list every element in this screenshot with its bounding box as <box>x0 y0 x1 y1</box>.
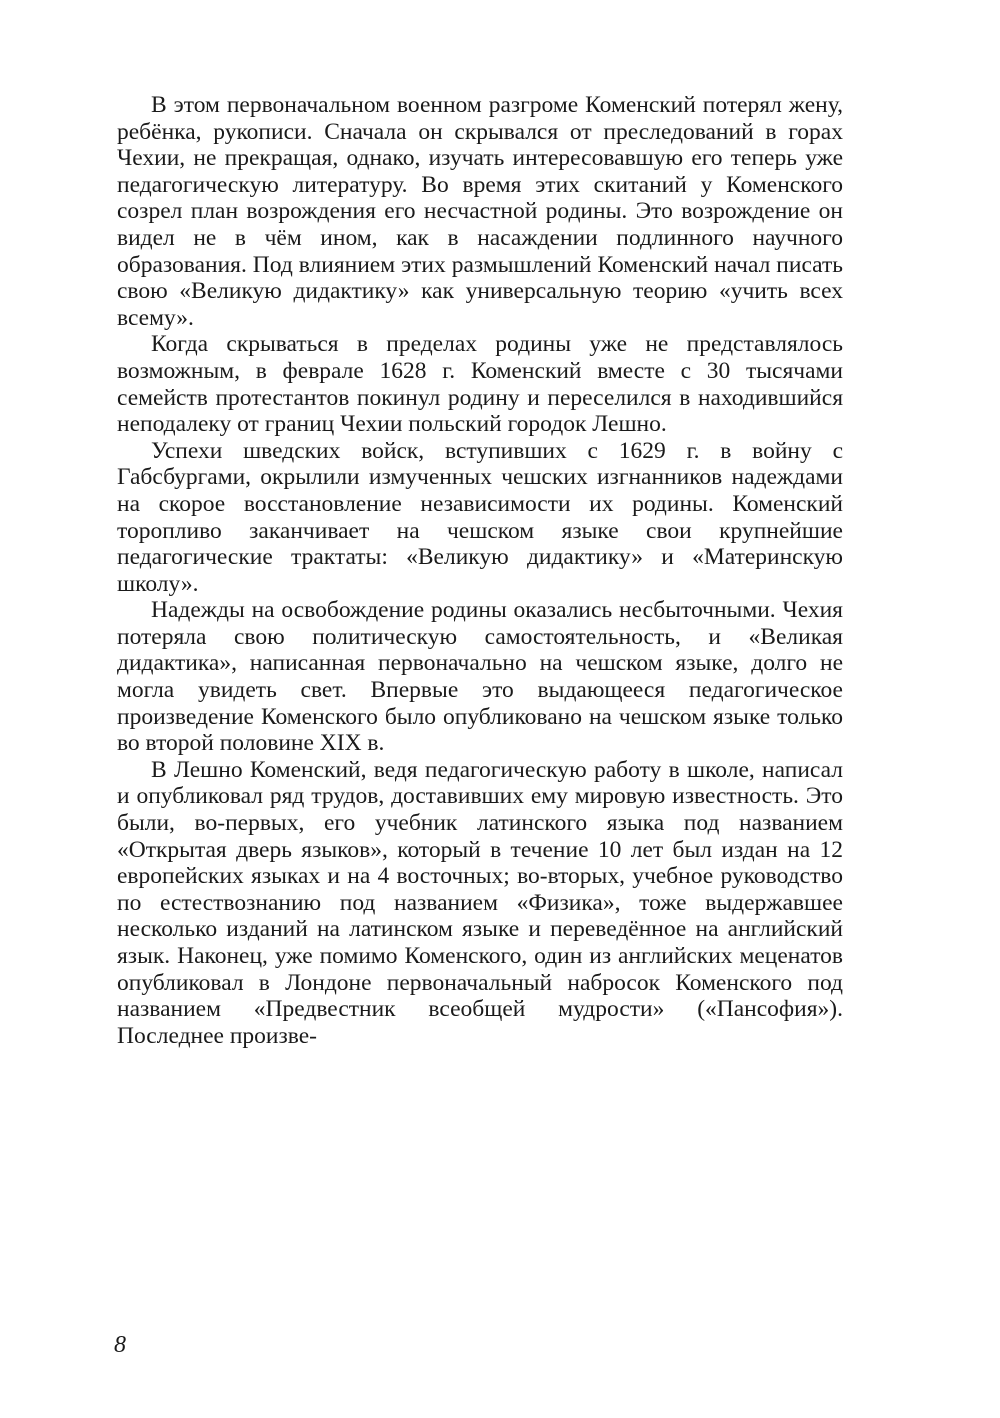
page-number: 8 <box>114 1332 126 1358</box>
paragraph: Успехи шведских войск, вступивших с 1629 г. в войну с Габсбургами, окрылили измученных чешских изгнанников надеждами на скорое восстановление независимости их родины. Коменский торопливо заканчивает на чешском языке свои крупнейшие педагогические трактаты: «Великую дидактику» и «Материнскую школу». <box>117 437 843 597</box>
paragraph: Надежды на освобождение родины оказались несбыточными. Чехия потеряла свою политическую самостоятельность, и «Великая дидактика», написанная первоначально на чешском языке, долго не могла увидеть свет. Впервые это выдающееся педагогическое произведение Коменского было опубликовано на чешском языке только во второй половине XIX в. <box>117 597 843 757</box>
paragraph: Когда скрываться в пределах родины уже не представлялось возможным, в феврале 1628 г. Коменский вместе с 30 тысячами семейств протестантов покинул родину и переселился в находившийся неподалеку от границ Чехии польский городок Лешно. <box>117 331 843 438</box>
body-text <box>117 92 843 1049</box>
paragraph: В Лешно Коменский, ведя педагогическую работу в школе, написал и опубликовал ряд трудов, доставивших ему мировую известность. Это были, во-первых, его учебник латинского языка под названием «Открытая дверь языков», который в течение 10 лет был издан на 12 европейских языках и на 4 восточных; во-вторых, учебное руководство по естествознанию под названием «Физика», тоже выдержавшее несколько изданий на латинском языке и переведённое на английский язык. Наконец, уже помимо Коменского, один из английских меценатов опубликовал в Лондоне первоначальный набросок Коменского под названием «Предвестник всеобщей мудрости» («Пансофия»). Последнее произве- <box>117 756 843 1049</box>
paragraph: В этом первоначальном военном разгроме Коменский потерял жену, ребёнка, рукописи. Сначала он скрывался от преследований в горах Чехии, не прекращая, однако, изучать интересовавшую его теперь уже педагогическую литературу. Во время этих скитаний у Коменского созрел план возрождения его несчастной родины. Это возрождение он видел не в чём ином, как в насаждении подлинного научного образования. Под влиянием этих размышлений Коменский начал писать свою «Великую дидактику» как универсальную теорию «учить всех всему». <box>117 92 843 331</box>
